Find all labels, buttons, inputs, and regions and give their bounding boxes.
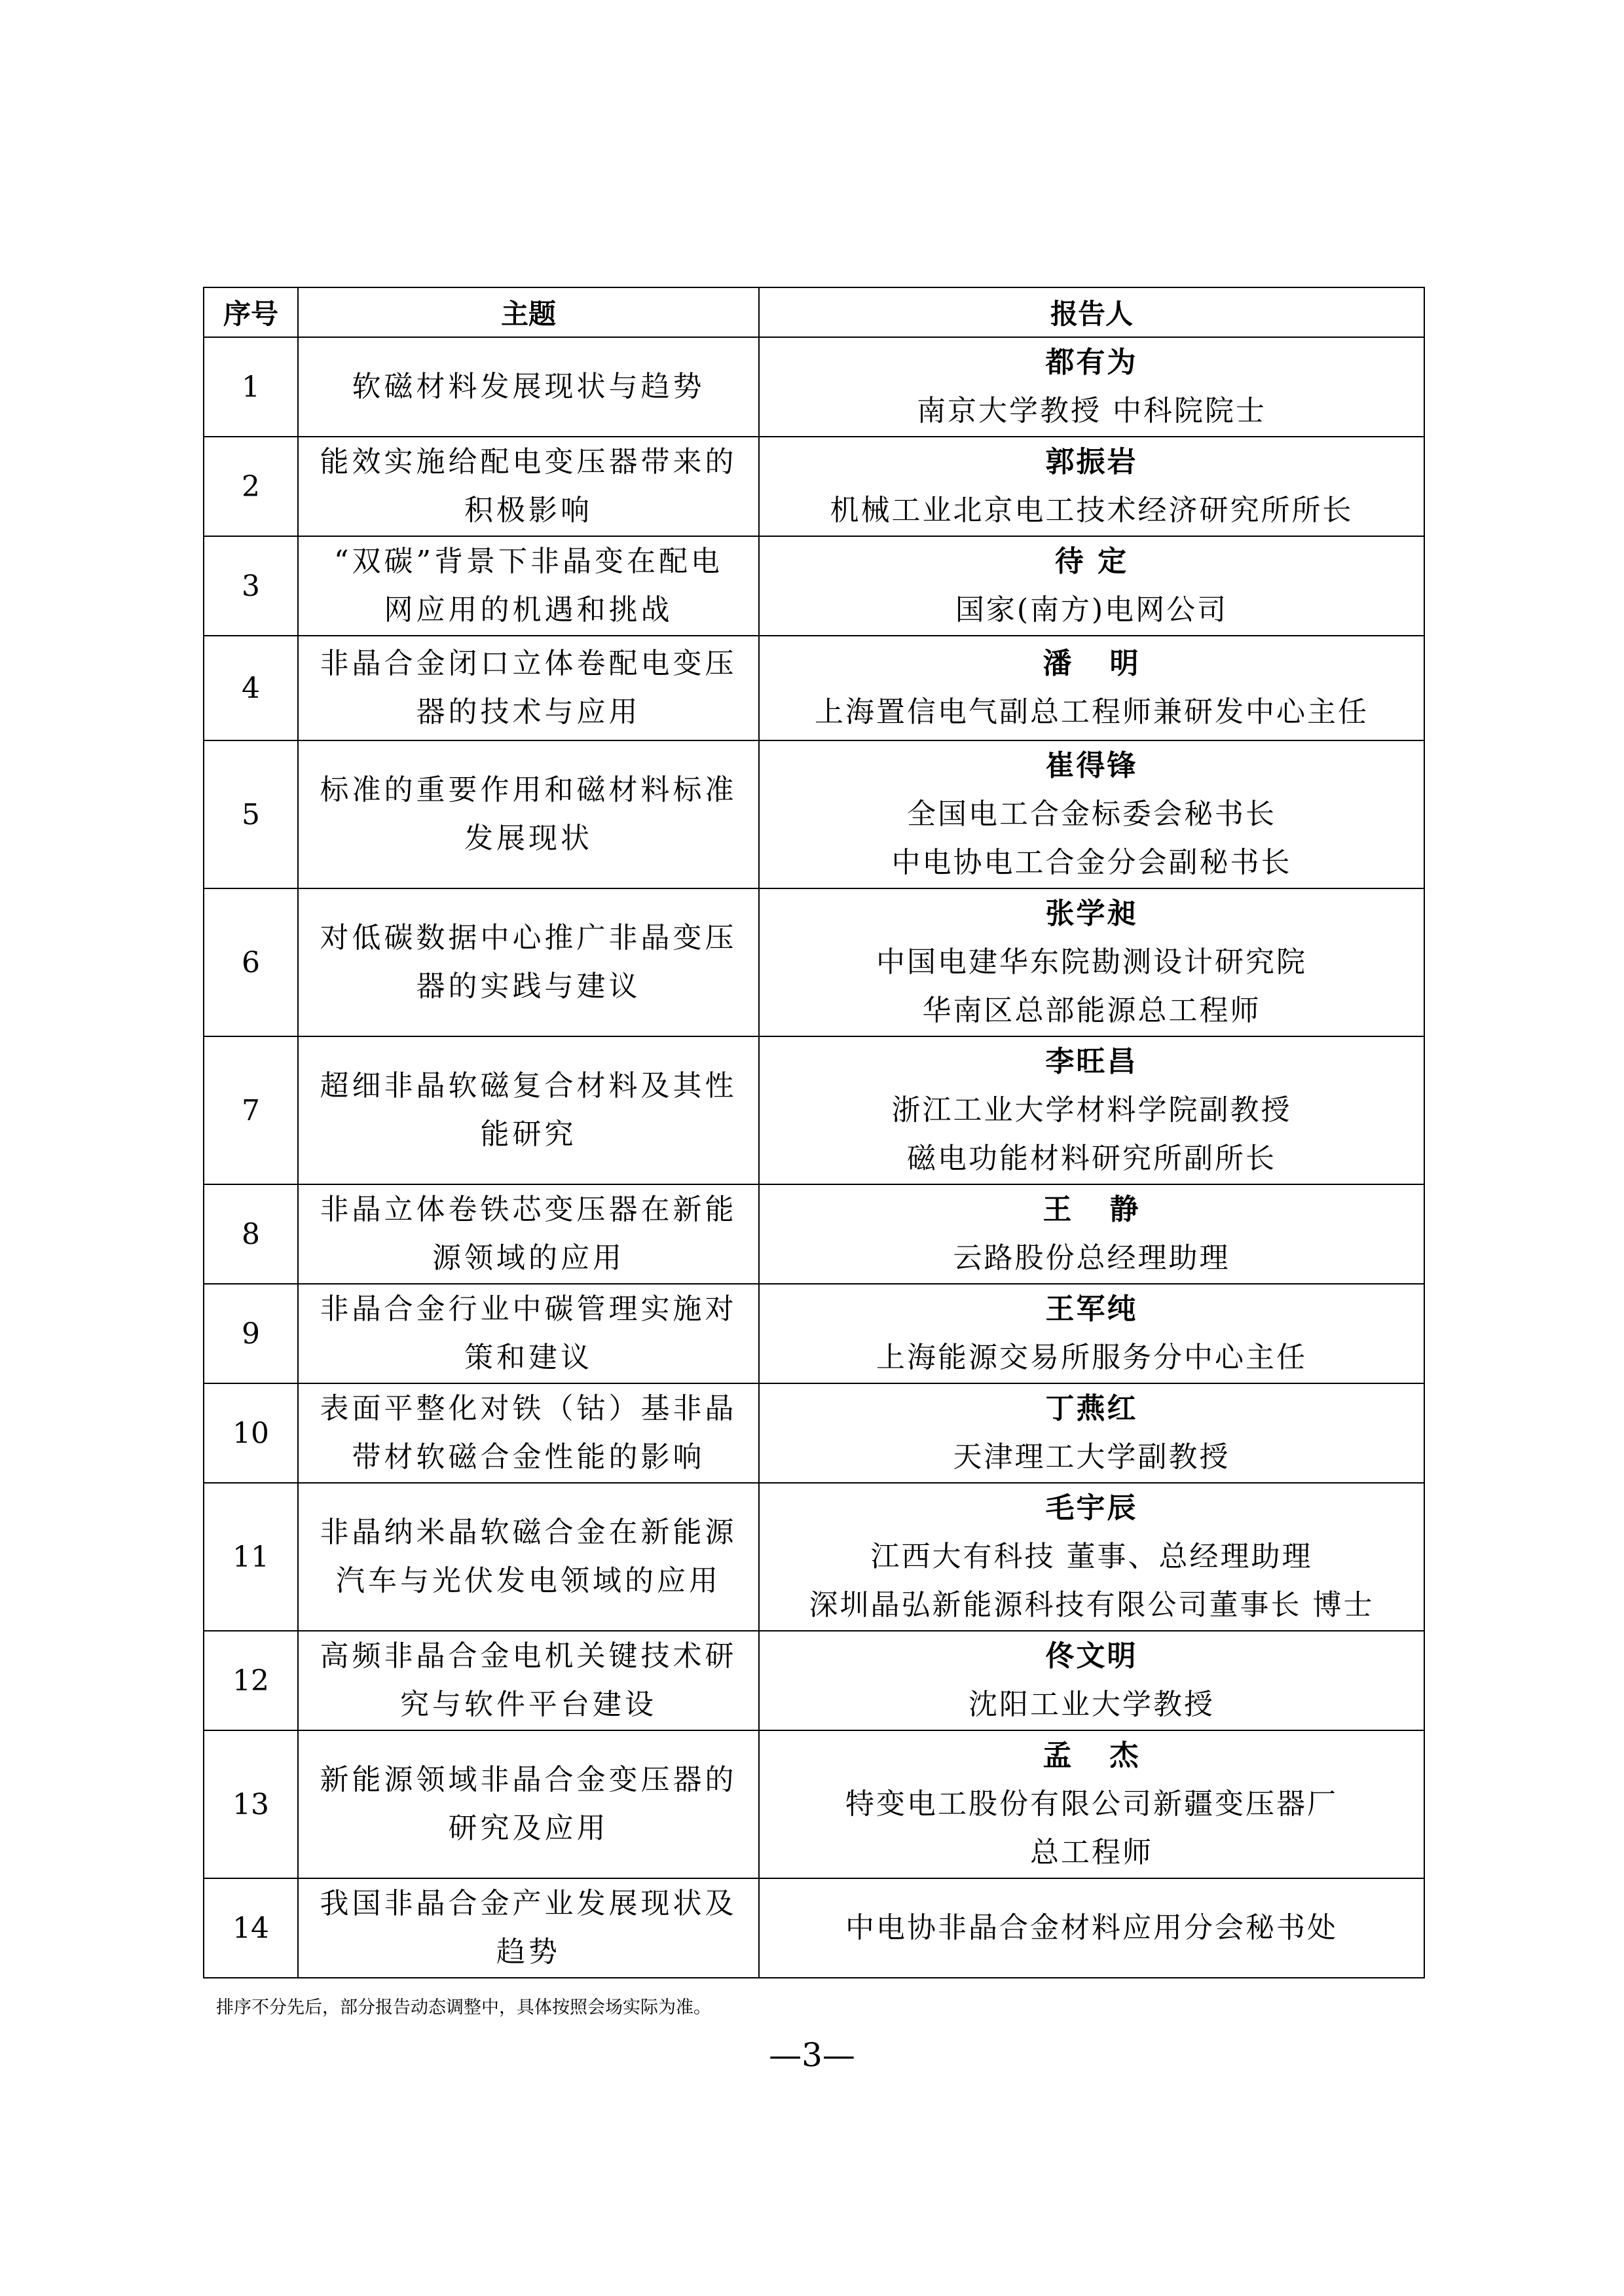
speaker-name: 张学昶 — [1045, 897, 1138, 930]
topic-line: 器的实践与建议 — [416, 970, 641, 1003]
topic-line: 非晶纳米晶软磁合金在新能源 — [320, 1516, 737, 1549]
speaker-name: 佟文明 — [1045, 1639, 1138, 1673]
topic-line: 超细非晶软磁复合材料及其性 — [320, 1069, 737, 1102]
topic-line: 汽车与光伏发电领域的应用 — [336, 1564, 721, 1597]
topic-line: 新能源领域非晶合金变压器的 — [320, 1763, 737, 1796]
table-row — [204, 1631, 1424, 1730]
row-number: 10 — [204, 1383, 298, 1483]
topic-line: 我国非晶合金产业发展现状及 — [320, 1887, 737, 1920]
row-speaker — [759, 1631, 1424, 1730]
row-speaker — [759, 536, 1424, 636]
row-speaker — [759, 888, 1424, 1036]
topic-line: 软磁材料发展现状与趋势 — [352, 370, 705, 403]
speaker-title: 中电协非晶合金材料应用分会秘书处 — [845, 1911, 1338, 1944]
row-number: 13 — [204, 1730, 298, 1878]
speaker-name: 潘 明 — [1043, 647, 1141, 680]
speaker-name: 崔得锋 — [1045, 749, 1138, 782]
row-number: 6 — [204, 888, 298, 1036]
speaker-title: 江西大有科技 董事、总经理助理 — [870, 1540, 1313, 1573]
header-number: 序号 — [204, 287, 298, 337]
topic-line: 能研究 — [480, 1118, 577, 1151]
topic-line: 趋势 — [496, 1935, 561, 1969]
speaker-name: 王 静 — [1043, 1193, 1141, 1226]
row-speaker — [759, 1383, 1424, 1483]
row-number: 1 — [204, 337, 298, 437]
topic-line: 高频非晶合金电机关键技术研 — [320, 1639, 737, 1673]
speaker-title: 国家(南方)电网公司 — [955, 593, 1228, 627]
row-number: 14 — [204, 1878, 298, 1978]
table-row — [204, 888, 1424, 1036]
header-row — [204, 287, 1424, 337]
row-topic — [298, 337, 759, 437]
speaker-title: 机械工业北京电工技术经济研究所所长 — [830, 494, 1354, 527]
topic-line: 源领域的应用 — [432, 1241, 625, 1275]
speaker-name: 李旺昌 — [1045, 1045, 1138, 1078]
row-speaker — [759, 1483, 1424, 1631]
topic-line: 带材软磁合金性能的影响 — [352, 1440, 705, 1474]
row-speaker — [759, 1184, 1424, 1284]
topic-line: 研究及应用 — [448, 1812, 609, 1845]
row-topic — [298, 1184, 759, 1284]
row-topic — [298, 740, 759, 888]
speaker-title: 上海能源交易所服务分中心主任 — [876, 1341, 1307, 1374]
speaker-title: 中国电建华东院勘测设计研究院 — [876, 945, 1307, 979]
topic-line: 能效实施给配电变压器带来的 — [320, 445, 737, 479]
row-number: 12 — [204, 1631, 298, 1730]
speaker-title: 中电协电工合金分会副秘书长 — [891, 846, 1292, 879]
header-speaker: 报告人 — [759, 287, 1424, 337]
table-row — [204, 337, 1424, 437]
row-topic — [298, 1284, 759, 1383]
speaker-title: 云路股份总经理助理 — [953, 1241, 1230, 1275]
row-topic — [298, 1631, 759, 1730]
speaker-title: 磁电功能材料研究所副所长 — [907, 1142, 1276, 1175]
speaker-title: 深圳晶弘新能源科技有限公司董事长 博士 — [809, 1588, 1375, 1622]
row-topic — [298, 1483, 759, 1631]
topic-line: 非晶合金行业中碳管理实施对 — [320, 1292, 737, 1326]
topic-line: 表面平整化对铁（钴）基非晶 — [320, 1392, 737, 1425]
table-row — [204, 1878, 1424, 1978]
table-row — [204, 1730, 1424, 1878]
row-speaker — [759, 1036, 1424, 1184]
table-row — [204, 740, 1424, 888]
row-number: 3 — [204, 536, 298, 636]
table-row — [204, 437, 1424, 536]
topic-line: 对低碳数据中心推广非晶变压 — [320, 921, 737, 955]
speaker-title: 上海置信电气副总工程师兼研发中心主任 — [815, 695, 1369, 729]
agenda-table — [203, 287, 1425, 1978]
topic-line: 器的技术与应用 — [416, 695, 641, 729]
page-number: —3— — [769, 2036, 855, 2074]
row-speaker — [759, 1730, 1424, 1878]
topic-line: 积极影响 — [464, 494, 593, 527]
row-speaker — [759, 1284, 1424, 1383]
topic-line: 非晶立体卷铁芯变压器在新能 — [320, 1193, 737, 1226]
speaker-title: 全国电工合金标委会秘书长 — [907, 797, 1276, 831]
speaker-title: 特变电工股份有限公司新疆变压器厂 — [845, 1787, 1338, 1821]
speaker-name: 郭振岩 — [1045, 445, 1138, 479]
row-number: 8 — [204, 1184, 298, 1284]
speaker-title: 天津理工大学副教授 — [953, 1440, 1230, 1474]
row-speaker — [759, 636, 1424, 740]
speaker-name: 孟 杰 — [1043, 1739, 1141, 1772]
speaker-title: 总工程师 — [1030, 1836, 1153, 1869]
row-topic — [298, 437, 759, 536]
speaker-name: 待 定 — [1054, 545, 1129, 578]
topic-line: “双碳”背景下非晶变在配电 — [334, 545, 723, 578]
table-row — [204, 636, 1424, 740]
row-topic — [298, 1036, 759, 1184]
table-row — [204, 1036, 1424, 1184]
speaker-title: 沈阳工业大学教授 — [969, 1688, 1215, 1721]
table-row — [204, 1184, 1424, 1284]
speaker-title: 华南区总部能源总工程师 — [922, 994, 1261, 1027]
speaker-title: 南京大学教授 中科院院士 — [917, 394, 1266, 428]
table-row — [204, 1483, 1424, 1631]
row-number: 2 — [204, 437, 298, 536]
header-topic: 主题 — [298, 287, 759, 337]
row-speaker — [759, 740, 1424, 888]
row-number: 7 — [204, 1036, 298, 1184]
topic-line: 策和建议 — [464, 1341, 593, 1374]
table-row — [204, 1284, 1424, 1383]
topic-line: 网应用的机遇和挑战 — [384, 593, 673, 627]
speaker-name: 毛宇辰 — [1045, 1491, 1138, 1525]
row-topic — [298, 1730, 759, 1878]
row-topic — [298, 636, 759, 740]
row-number: 9 — [204, 1284, 298, 1383]
topic-line: 发展现状 — [464, 822, 593, 855]
table-row — [204, 536, 1424, 636]
row-speaker — [759, 437, 1424, 536]
topic-line: 究与软件平台建设 — [400, 1688, 657, 1721]
row-topic — [298, 1878, 759, 1978]
topic-line: 非晶合金闭口立体卷配电变压 — [320, 647, 737, 680]
speaker-name: 丁燕红 — [1045, 1392, 1138, 1425]
row-number: 4 — [204, 636, 298, 740]
footnote: 排序不分先后，部分报告动态调整中，具体按照会场实际为准。 — [216, 1997, 711, 2018]
row-speaker — [759, 337, 1424, 437]
row-topic — [298, 888, 759, 1036]
row-number: 5 — [204, 740, 298, 888]
row-topic — [298, 536, 759, 636]
row-number: 11 — [204, 1483, 298, 1631]
row-topic — [298, 1383, 759, 1483]
topic-line: 标准的重要作用和磁材料标准 — [320, 773, 737, 807]
speaker-name: 王军纯 — [1045, 1292, 1138, 1326]
speaker-name: 都有为 — [1045, 346, 1138, 379]
speaker-title: 浙江工业大学材料学院副教授 — [891, 1093, 1292, 1127]
table-row — [204, 1383, 1424, 1483]
row-speaker — [759, 1878, 1424, 1978]
